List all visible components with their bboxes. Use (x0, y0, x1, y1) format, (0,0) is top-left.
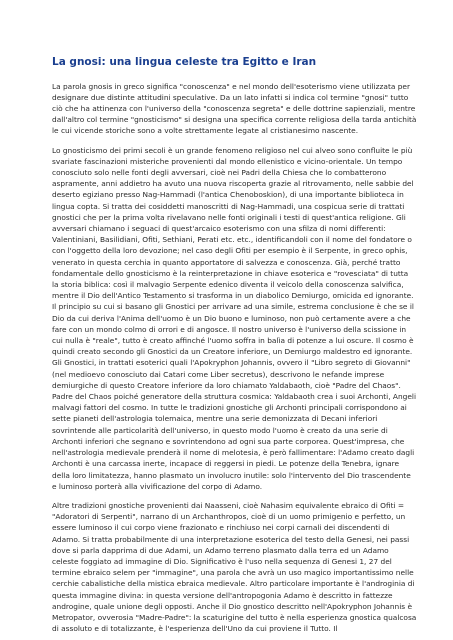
paragraph-gnosticism: Lo gnosticismo dei primi secoli è un grande fenomeno religioso nel cui alveo sono confluite le più svariate fascinazioni misteriche provenienti dal mondo ellenistico e vicino-orientale. Un tempo conosciuto solo nelle fonti degli avversari, cioè nei Padri della Chiesa che lo combatterono aspramente, anni addietro ha avuto una nuova riscoperta grazie al ritrovamento, nelle sabbie del deserto egiziano presso Nag-Hammadi (l'antica Chenoboskion), di una importante biblioteca in lingua copta. Si tratta dei cosiddetti manoscritti di Nag-Hammadi, una cospicua serie di trattati gnostici che per la prima volta rivelavano nelle fonti originali i testi di quest'antica religione. Gli avversari chiamano i seguaci di quest'arcaico esoterismo con una sfilza di nomi differenti: Valentiniani, Basilidiani, Ofiti, Sethiani, Perati etc. etc., identificandoli con il nome del fondatore o con l'oggetto della loro devozione; nel caso degli Ofiti per esempio è il Serpente, in greco ophis, venerato in questa cerchia in quanto apportatore di salvezza e conoscenza. Già, perché tratto fondamentale dello gnosticismo è la reinterpretazione in chiave esoterica e "rovesciata" di tutta la storia biblica: così il malvagio Serpente edenico diventa il veicolo della conoscenza salvifica, mentre il Dio dell'Antico Testamento si trasforma in un diabolico Demiurgo, omicida ed ignorante. Il principio su cui si basano gli Gnostici per arrivare ad una simile, estrema conclusione è che se il Dio da cui deriva l'Anima dell'uomo è un Dio buono e luminoso, non può certamente avere a che fare con un mondo colmo di orrori e di angosce. Il nostro universo è l'universo della scissione in cui nulla è "reale", tutto è creato affinché l'uomo soffra in balìa di potenze a lui oscure. Il cosmo è quindi creato secondo gli Gnostici da un Creatore inferiore, un Demiurgo maldestro ed ignorante. Gli Gnostici, in trattati esoterici quali l'Apokryphon Johannis, ovvero il "Libro segreto di Giovanni" (nel medioevo conosciuto dai Catari come Liber secretus), descrivono le nefande imprese demiurgiche di questo Creatore inferiore da loro chiamato Yaldabaoth, cioè "Padre del Chaos". Padre del Chaos poiché generatore della struttura cosmica: Yaldabaoth crea i suoi Archonti, Angeli malvagi fattori del cosmo. In tutte le tradizioni gnostiche gli Archonti principali corrispondono ai sette pianeti dell'astrologia tolemaica, mentre una serie demonizzata di Decani inferiori sovrintende alle particolarità dell'universo, in questo modo l'uomo è creato da una serie di Archonti inferiori che segnano e sovrintendono ad ogni sua parte corporea. Quest'impresa, che nell'astrologia medievale prenderà il nome di melotesia, è però fallimentare: l'Adamo creato dagli Archonti è una carcassa inerte, incapace di reggersi in piedi. Le potenze della Tenebra, ignare della loro limitatezza, hanno plasmato un involucro inutile: solo l'intervento del Dio trascendente e luminoso porterà alla vivificazione del corpo di Adamo. (52, 145, 417, 491)
paragraph-naasseni: Altre tradizioni gnostiche provenienti dai Naasseni, cioè Nahasim equivalente ebraico di Ofiti = "Adoratori di Serpenti", narrano di un Archanthropos, cioè di un uomo primigenio e perfetto, un essere luminoso il cui corpo viene frazionato e rinchiuso nei corpi carnali dei discendenti di Adamo. Si tratta probabilmente di una interpretazione esoterica del testo della Genesi, nei passi dove si parla dapprima di due Adami, un Adamo terreno plasmato dalla terra ed un Adamo celeste foggiato ad immagine di Dio. Significativo è l'uso nella sequenza di Genesi 1, 27 del termine ebraico selem per "immagine", una parola che avrà un uso magico importantissimo nelle cerchie cabalistiche della mistica ebraica medievale. Altro particolare importante è l'androginia di questa immagine divina: in questa versione dell'antropogonia Adamo è descritto in fattezze androgine, quale unione degli opposti. Anche il Dio gnostico descritto nell'Apokryphon Johannis è Metropator, ovverosia "Madre-Padre": la scaturigine del tutto è nella esperienza gnostica qualcosa di assoluto e di totalizzante, è l'esperienza dell'Uno da cui proviene il Tutto. Il (52, 500, 417, 634)
paragraph-intro: La parola gnosis in greco significa "conoscenza" e nel mondo dell'esoterismo viene utilizzata per designare due distinte attitudini speculative. Da un lato infatti si indica col termine "gnosi" tutto ciò che ha attinenza con l'universo della "conoscenza segreta" e delle dottrine sapienziali, mentre dall'altro col termine "gnosticismo" si designa una specifica corrente religiosa della tarda antichità le cui vicende storiche sono a volte strettamente legate al cristianesimo nascente. (52, 81, 417, 136)
article-title: La gnosi: una lingua celeste tra Egitto e Iran (52, 56, 317, 68)
